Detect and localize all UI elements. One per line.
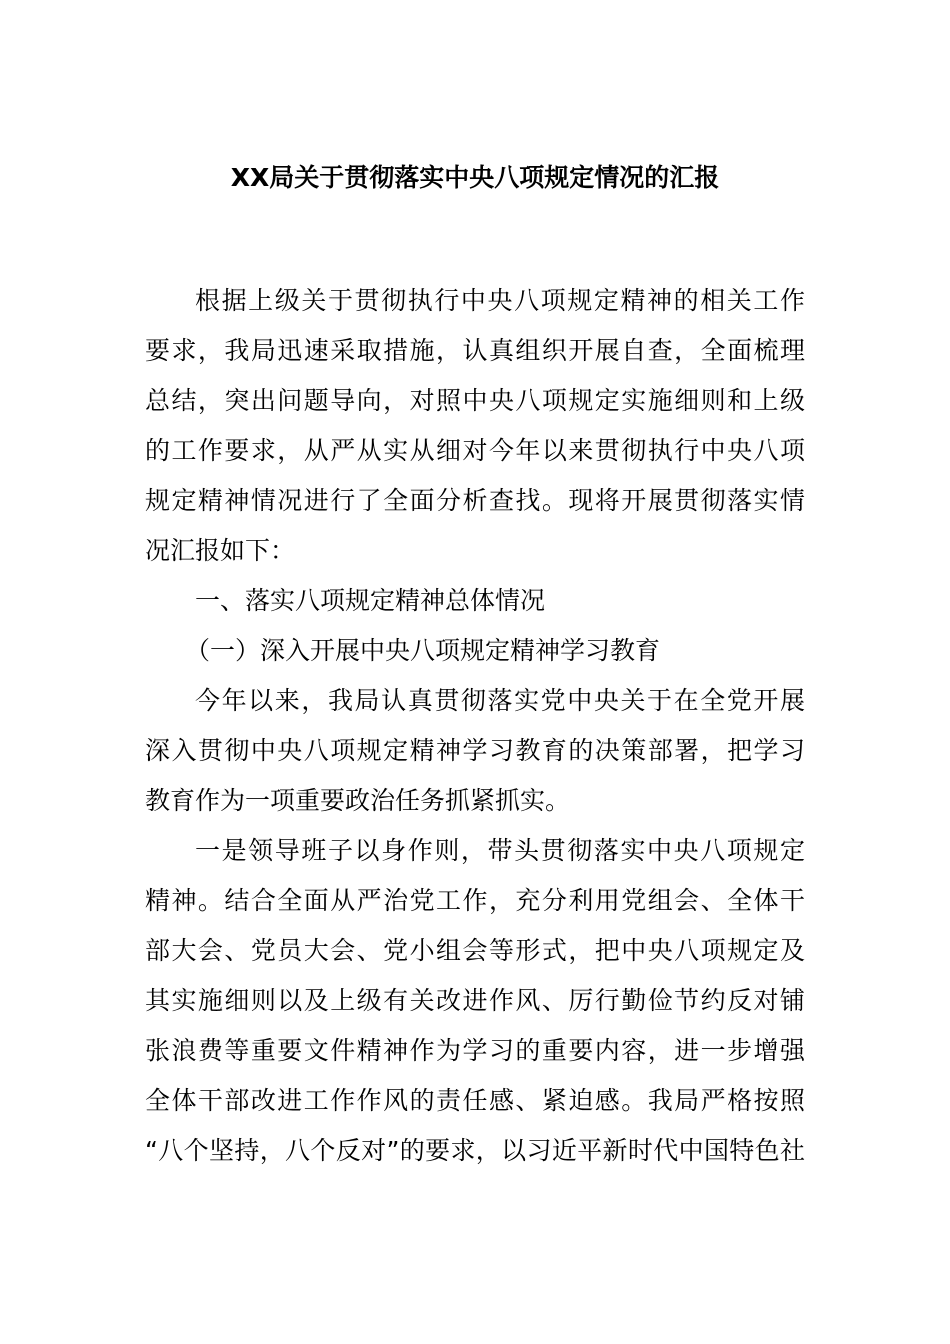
paragraph-2-line-1: 今年以来，我局认真贯彻落实党中央关于在全党开展 (195, 686, 805, 715)
paragraph-3-line-3: 部大会、党员大会、党小组会等形式，把中央八项规定及 (145, 936, 805, 965)
document-title: XX局关于贯彻落实中央八项规定情况的汇报 (230, 163, 720, 192)
paragraph-3-line-4: 其实施细则以及上级有关改进作风、厉行勤俭节约反对铺 (145, 986, 805, 1015)
paragraph-3-line-1: 一是领导班子以身作则，带头贯彻落实中央八项规定 (195, 836, 805, 865)
paragraph-1-line-3: 总结，突出问题导向，对照中央八项规定实施细则和上级 (145, 386, 805, 415)
paragraph-3-line-5: 张浪费等重要文件精神作为学习的重要内容，进一步增强 (145, 1036, 805, 1065)
paragraph-1-line-2: 要求，我局迅速采取措施，认真组织开展自查，全面梳理 (145, 336, 805, 365)
paragraph-1-line-5: 规定精神情况进行了全面分析查找。现将开展贯彻落实情 (145, 486, 805, 515)
paragraph-1-line-1: 根据上级关于贯彻执行中央八项规定精神的相关工作 (195, 286, 805, 315)
section-heading-1: 一、落实八项规定精神总体情况 (195, 586, 546, 615)
paragraph-1-line-6: 况汇报如下： (145, 536, 296, 565)
paragraph-2-line-2: 深入贯彻中央八项规定精神学习教育的决策部署，把学习 (145, 736, 805, 765)
paragraph-3-line-2: 精神。结合全面从严治党工作，充分利用党组会、全体干 (145, 886, 805, 915)
paragraph-1-line-4: 的工作要求，从严从实从细对今年以来贯彻执行中央八项 (145, 436, 805, 465)
paragraph-3-line-7: “八个坚持，八个反对”的要求，以习近平新时代中国特色社 (145, 1136, 805, 1165)
paragraph-3-line-6: 全体干部改进工作作风的责任感、紧迫感。我局严格按照 (145, 1086, 805, 1115)
paragraph-2-line-3: 教育作为一项重要政治任务抓紧抓实。 (145, 786, 571, 815)
subsection-heading-1: （一）深入开展中央八项规定精神学习教育 (185, 636, 661, 665)
